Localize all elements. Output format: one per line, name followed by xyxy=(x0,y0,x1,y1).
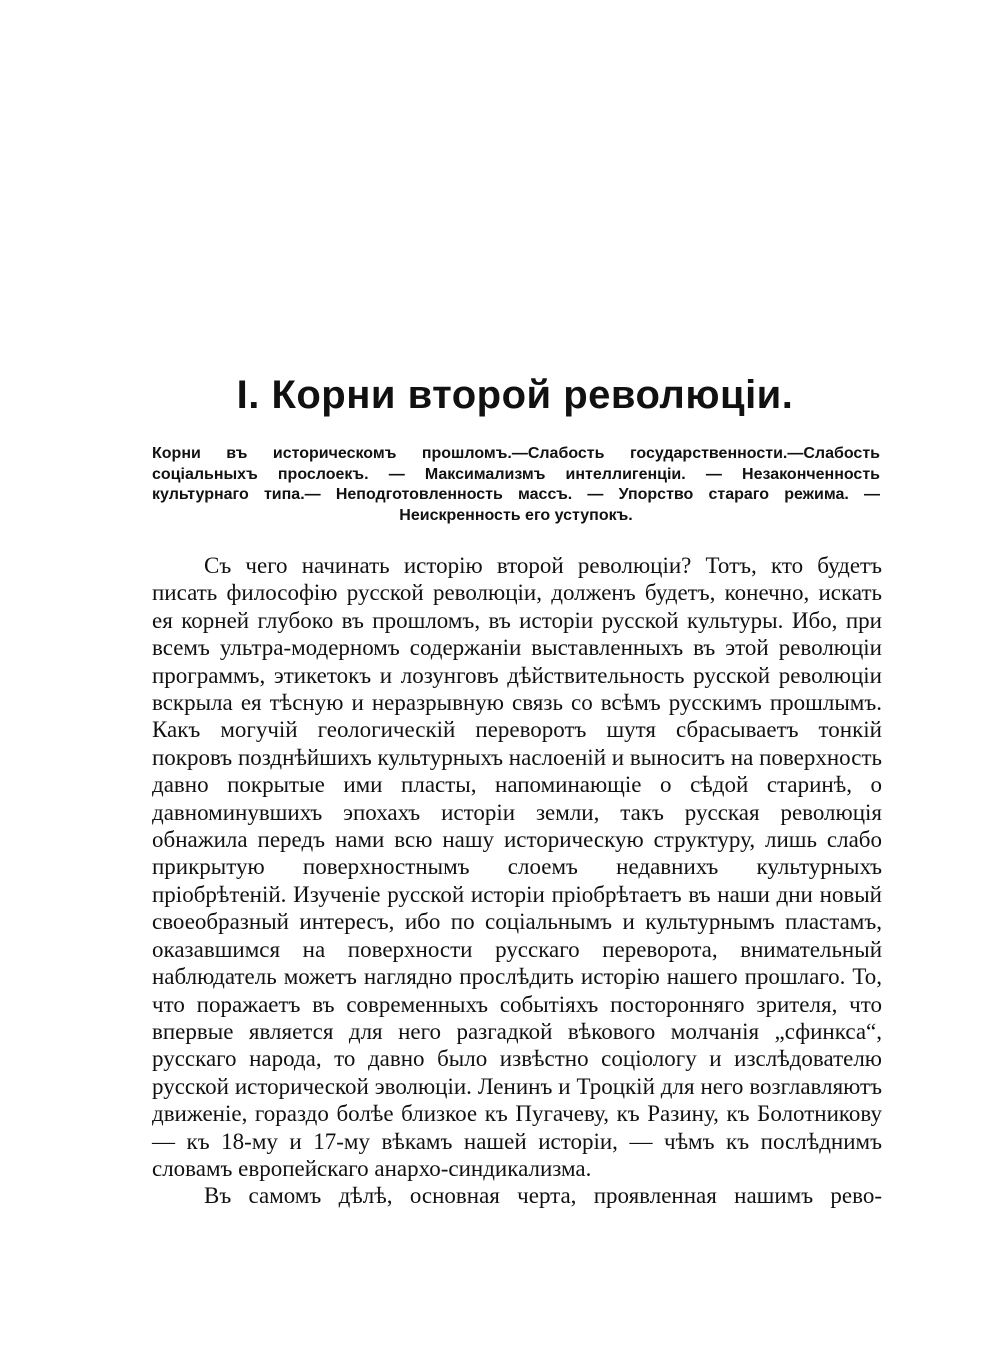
body-text xyxy=(152,552,882,1210)
chapter-title: I. Корни второй революціи. xyxy=(236,373,794,417)
paragraph-1: Съ чего начинать исторію второй революціи? Тотъ, кто будетъ писать философію русской революціи, долженъ будетъ, конечно, искать ея корней глубоко въ прошломъ, въ исторіи русской культуры. Ибо, при всемъ ультра-модерномъ содержаніи выставленныхъ въ этой революціи программъ, этикетокъ и лозунговъ дѣйствительность русской революціи вскрыла ея тѣсную и неразрывную связь со всѣмъ русскимъ прошлымъ. Какъ могучій геологическій переворотъ шутя сбрасываетъ тонкій покровъ позднѣйшихъ культурныхъ наслоеній и выноситъ на поверхность давно покрытые ими пласты, напоминающіе о сѣдой старинѣ, о давноминувшихъ эпохахъ исторіи земли, такъ русская революція обнажила передъ нами всю нашу историческую структуру, лишь слабо прикрытую поверхностнымъ слоемъ недавнихъ культурныхъ пріобрѣтеній. Изученіе русской исторіи пріобрѣтаетъ въ наши дни новый своеобразный интересъ, ибо по соціальнымъ и культурнымъ пластамъ, оказавшимся на поверхности русскаго переворота, внимательный наблюдатель можетъ наглядно прослѣдить исторію нашего прошлаго. То, что поражаетъ въ современныхъ событіяхъ посторонняго зрителя, что впервые является для него разгадкой вѣкового молчанія „сфинкса“, русскаго народа, то давно было извѣстно соціологу и изслѣдователю русской исторической эволюціи. Ленинъ и Троцкій для него возглавляютъ движеніе, гораздо болѣе близкое къ Пугачеву, къ Разину, къ Болотникову — къ 18-му и 17-му вѣкамъ нашей исторіи, — чѣмъ къ послѣднимъ словамъ европейскаго анархо-синдикализма. xyxy=(152,553,882,1181)
chapter-summary: Корни въ историческомъ прошломъ.—Слабость государственности.—Слабость соціальныхъ прослоекъ. — Максимализмъ интеллигенціи. — Незаконченность культурнаго типа.— Неподготовленность массъ. — Упорство стараго режима. —Неискренность его уступокъ. xyxy=(152,445,880,524)
paragraph-2: Въ самомъ дѣлѣ, основная черта, проявленная нашимъ рево- xyxy=(204,1183,882,1209)
